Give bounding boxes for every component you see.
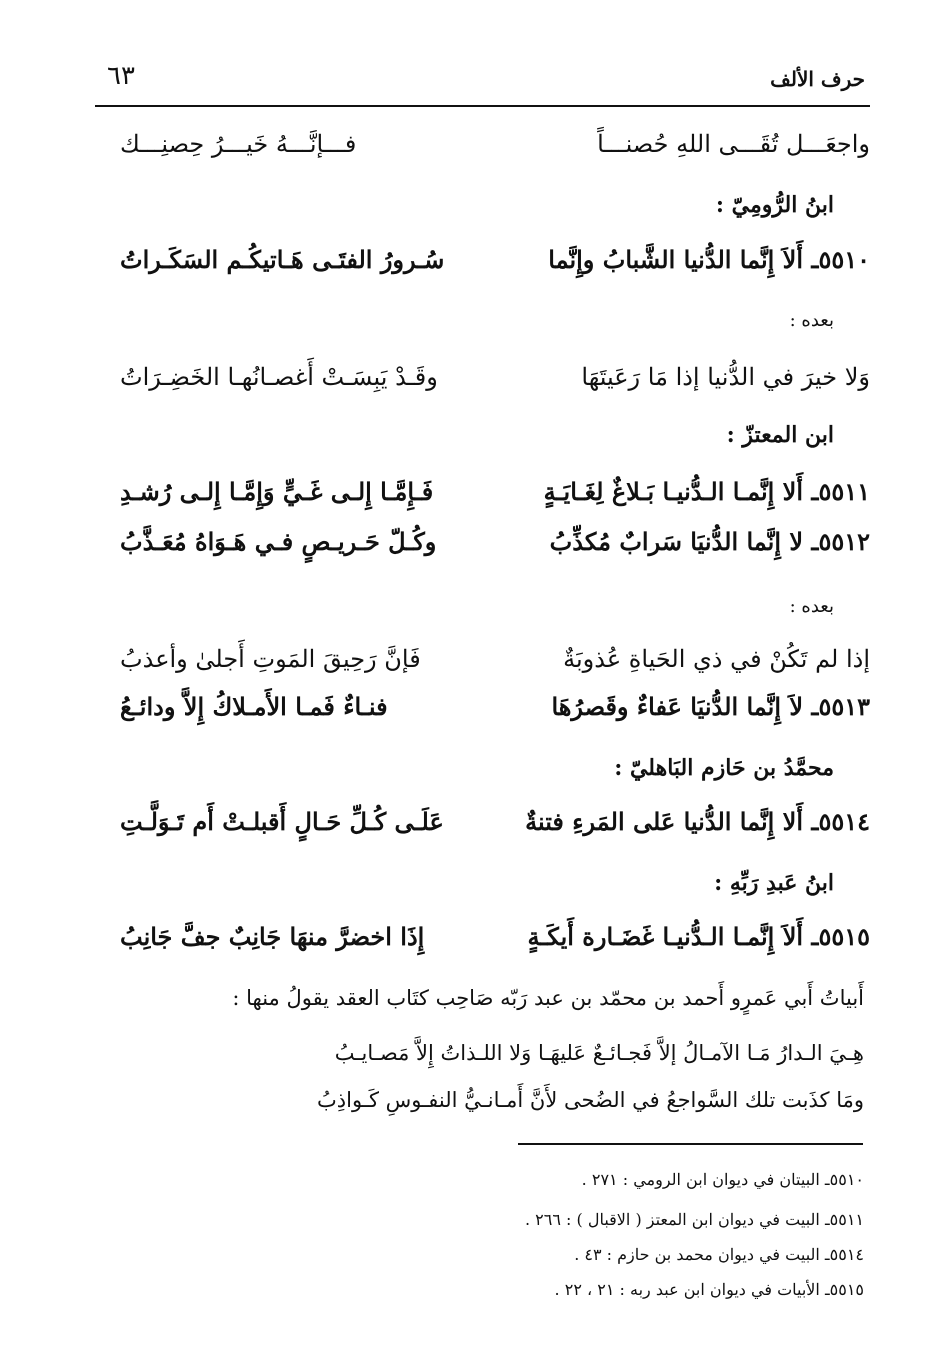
- verse-5513: [120, 685, 870, 729]
- poet-heading-mutazz: ابن المعتزّ :: [726, 422, 834, 448]
- hemistich-second: فَإنَّ رَحِيقَ المَوتِ أَجلىٰ وأعذبُ: [120, 645, 421, 673]
- chapter-title: حرف الألف: [770, 67, 865, 91]
- prose-verse-line: ومَا كذَبت تلك السَّواجعُ في الضُحى لأَنَّ أَمـانـيُّ النفـوسِ كَـواذِبُ: [316, 1088, 864, 1112]
- footnote: ٥٥١٠ـ البيتان في ديوان ابن الرومي : ٢٧١ .: [581, 1170, 864, 1189]
- hemistich-second: فَـإِمَّـا إِلـى غَـيٍّ وَإِمَّـا إِلـى رُشـدِ: [120, 477, 434, 506]
- hemistich-first: ٥٥١٥ـ أَلاَ إِنَّمـا الـدُّنيـا غَضَـارة أَيكَـةٍ: [527, 922, 870, 951]
- verse-number: ٥٥١٥ـ: [811, 922, 870, 951]
- hemistich-second: عَلَـى كُـلِّ حَـالٍ أَقبلـتْ أَم تَـوَلَّـتِ: [120, 807, 444, 836]
- verse-5512: [120, 520, 870, 564]
- verse-5514: [120, 800, 870, 844]
- hemistich-first: ٥٥١١ـ أَلا إِنَّمـا الـدُّنيـا بَـلاغٌ لِغَـايَـةٍ: [543, 477, 870, 506]
- verse-5512-continued: [120, 637, 870, 681]
- poet-heading-rumi: ابنُ الرُّومِيّ :: [715, 192, 834, 218]
- verse-number: ٥٥١٢ـ: [811, 527, 870, 556]
- hemistich-second: فنـاءٌ فَمـا الأَمـلاكُ إِلاَّ ودائـعُ: [120, 692, 388, 721]
- footnote-divider: [518, 1143, 863, 1145]
- footnote: ٥٥١٤ـ البيت في ديوان محمد بن حازم : ٤٣ .: [574, 1245, 864, 1264]
- hemistich-first: ٥٥١٠ـ أَلاَ إِنَّما الدُّنيا الشَّبابُ وإِنَّما: [548, 245, 870, 274]
- hemistich-first: إذا لم تَكُنْ في ذي الحَياةِ عُذوبَةٌ: [563, 645, 870, 673]
- verse-5510-continued: [120, 355, 870, 399]
- verse-5511: [120, 470, 870, 514]
- hemistich-first: وَلا خيرَ في الدُّنيا إذا مَا رَعَيتَهَا: [581, 363, 870, 391]
- verse-5510: [120, 238, 870, 282]
- after-label: بعده :: [789, 310, 834, 331]
- hemistich-first: ٥٥١٤ـ أَلا إِنَّما الدُّنيا عَلى المَرءِ فتنةٌ: [525, 807, 870, 836]
- verse-intro: [120, 122, 870, 166]
- hemistich-first: ٥٥١٢ـ لا إِنَّما الدُّنيَا سَرابٌ مُكذِّبُ: [549, 527, 870, 556]
- verse-number: ٥٥١٤ـ: [811, 807, 870, 836]
- hemistich-second: وقَـدْ يَبِسَـتْ أَغصـانُهـا الخَضِـرَاتُ: [120, 363, 438, 391]
- poet-heading-abdrabbih: ابنُ عَبدِ رَبِّهِ :: [714, 870, 834, 896]
- hemistich-first: واجعَـــل تُقَـــى اللهِ حُصنـــاً: [597, 130, 870, 158]
- hemistich-first: ٥٥١٣ـ لاَ إِنَّما الدُّنيَا عَفاءٌ وقَصرُهَا: [551, 692, 870, 721]
- verse-5515: [120, 915, 870, 959]
- page-header: [95, 55, 865, 103]
- hemistich-second: فـــإنَّـــهُ خَيـــرُ حِصنِـــك: [120, 130, 357, 158]
- hemistich-second: سُـرورُ الفتَـى هَـاتيكُـم السَكَـراتُ: [120, 245, 445, 274]
- verse-number: ٥٥١٣ـ: [811, 692, 870, 721]
- prose-verse-line: هِـيَ الـدارُ مَـا الآمـالُ إلاَّ فَجـائـعٌ عَليهَـا وَلا اللـذاتُ إِلاَّ مَصـايـبُ: [334, 1041, 864, 1065]
- header-divider: [95, 105, 870, 107]
- footnote: ٥٥١٥ـ الأبيات في ديوان ابن عبد ربه : ٢١ ، ٢٢ .: [554, 1280, 864, 1299]
- page-number: ٦٣: [107, 61, 135, 91]
- footnote: ٥٥١١ـ البيت في ديوان ابن المعتز ( الاقبال ) : ٢٦٦ .: [524, 1210, 864, 1229]
- verse-number: ٥٥١٠ـ: [811, 245, 870, 274]
- verse-number: ٥٥١١ـ: [811, 477, 870, 506]
- prose-paragraph: أَبياتُ أَبي عَمرٍو أَحمد بن محمّد بن عبد رَبّه صَاحِب كتَاب العقد يقولُ منها :: [232, 986, 864, 1010]
- after-label: بعده :: [789, 596, 834, 617]
- hemistich-second: إِذَا اخضرَّ منهَا جَانِبٌ جفَّ جَانِبُ: [120, 922, 425, 951]
- hemistich-second: وكُـلّ حَـريـصٍ فـي هَـوَاهُ مُعَـذَّبُ: [120, 527, 437, 556]
- poet-heading-bahili: محمَّدُ بن حَازم البَاهليّ :: [614, 755, 834, 781]
